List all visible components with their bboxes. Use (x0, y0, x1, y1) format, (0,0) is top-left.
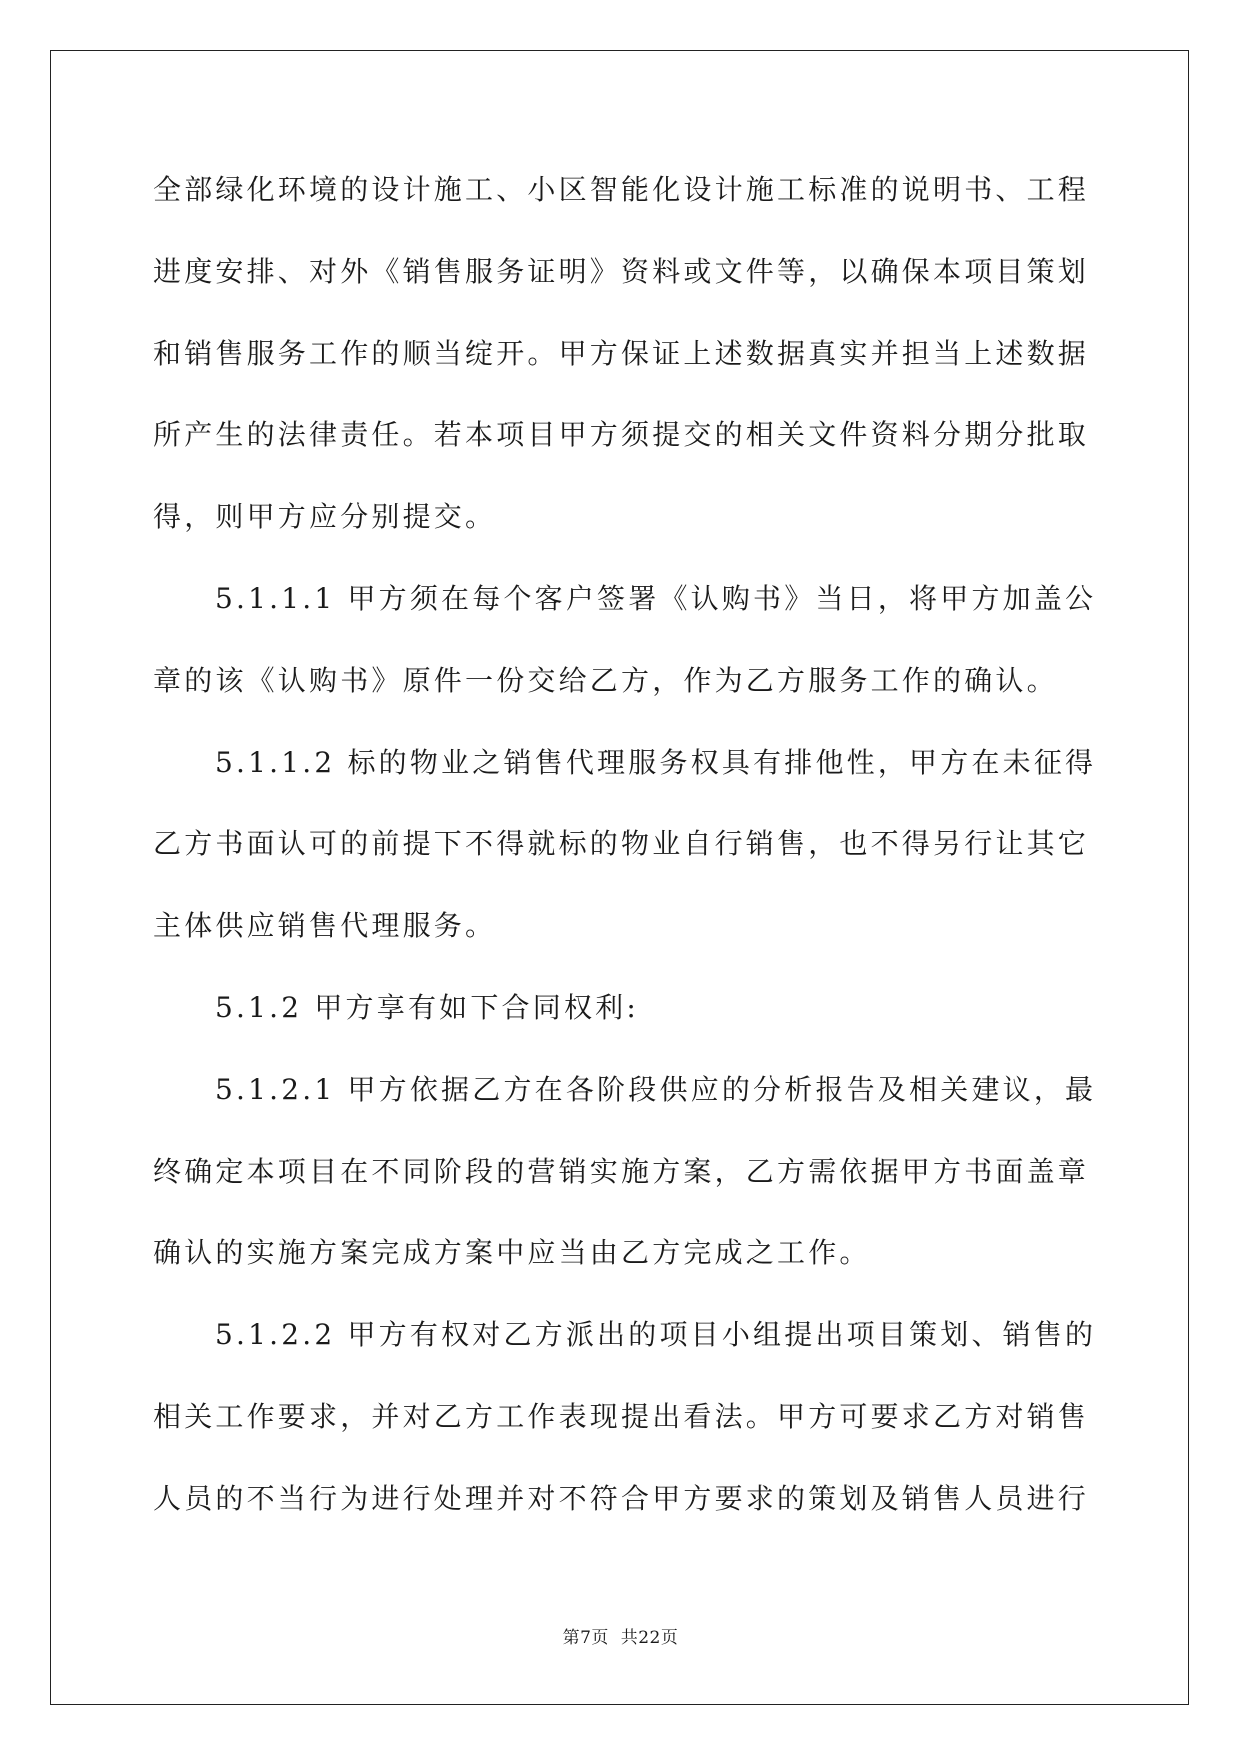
paragraph (153, 149, 1113, 558)
text-line: 人员的不当行为进行处理并对不符合甲方要求的策划及销售人员进行 (153, 1481, 1090, 1515)
text-line: 和销售服务工作的顺当绽开。甲方保证上述数据真实并担当上述数据 (153, 336, 1090, 370)
text-line: 章的该《认购书》原件一份交给乙方，作为乙方服务工作的确认。 (153, 663, 1058, 697)
text-line: 进度安排、对外《销售服务证明》资料或文件等，以确保本项目策划 (153, 254, 1090, 288)
text-line: 5.1.1.1 甲方须在每个客户签署《认购书》当日，将甲方加盖公 (215, 581, 1097, 615)
page-number-footer: 第7页 共22页 (562, 1628, 679, 1648)
text-line: 相关工作要求，并对乙方工作表现提出看法。甲方可要求乙方对销售 (153, 1399, 1090, 1433)
text-line: 5.1.2.2 甲方有权对乙方派出的项目小组提出项目策划、销售的 (215, 1318, 1097, 1352)
clause-5-1-2 (153, 967, 1113, 1049)
text-line: 确认的实施方案完成方案中应当由乙方完成之工作。 (153, 1236, 871, 1270)
clause-5-1-2-2 (153, 1294, 1113, 1539)
clause-5-1-1-1 (153, 558, 1113, 722)
text-line: 5.1.2 甲方享有如下合同权利: (215, 990, 639, 1024)
text-line: 主体供应销售代理服务。 (153, 909, 497, 943)
document-body (153, 149, 1113, 1540)
text-line: 乙方书面认可的前提下不得就标的物业自行销售，也不得另行让其它 (153, 827, 1090, 861)
text-line: 终确定本项目在不同阶段的营销实施方案，乙方需依据甲方书面盖章 (153, 1154, 1090, 1188)
text-line: 所产生的法律责任。若本项目甲方须提交的相关文件资料分期分批取 (153, 418, 1090, 452)
clause-5-1-2-1 (153, 1049, 1113, 1294)
text-line: 5.1.2.1 甲方依据乙方在各阶段供应的分析报告及相关建议，最 (215, 1072, 1097, 1106)
text-line: 5.1.1.2 标的物业之销售代理服务权具有排他性，甲方在未征得 (215, 745, 1097, 779)
text-line: 得，则甲方应分别提交。 (153, 500, 497, 534)
clause-5-1-1-2 (153, 722, 1113, 967)
text-line: 全部绿化环境的设计施工、小区智能化设计施工标准的说明书、工程 (153, 173, 1090, 206)
